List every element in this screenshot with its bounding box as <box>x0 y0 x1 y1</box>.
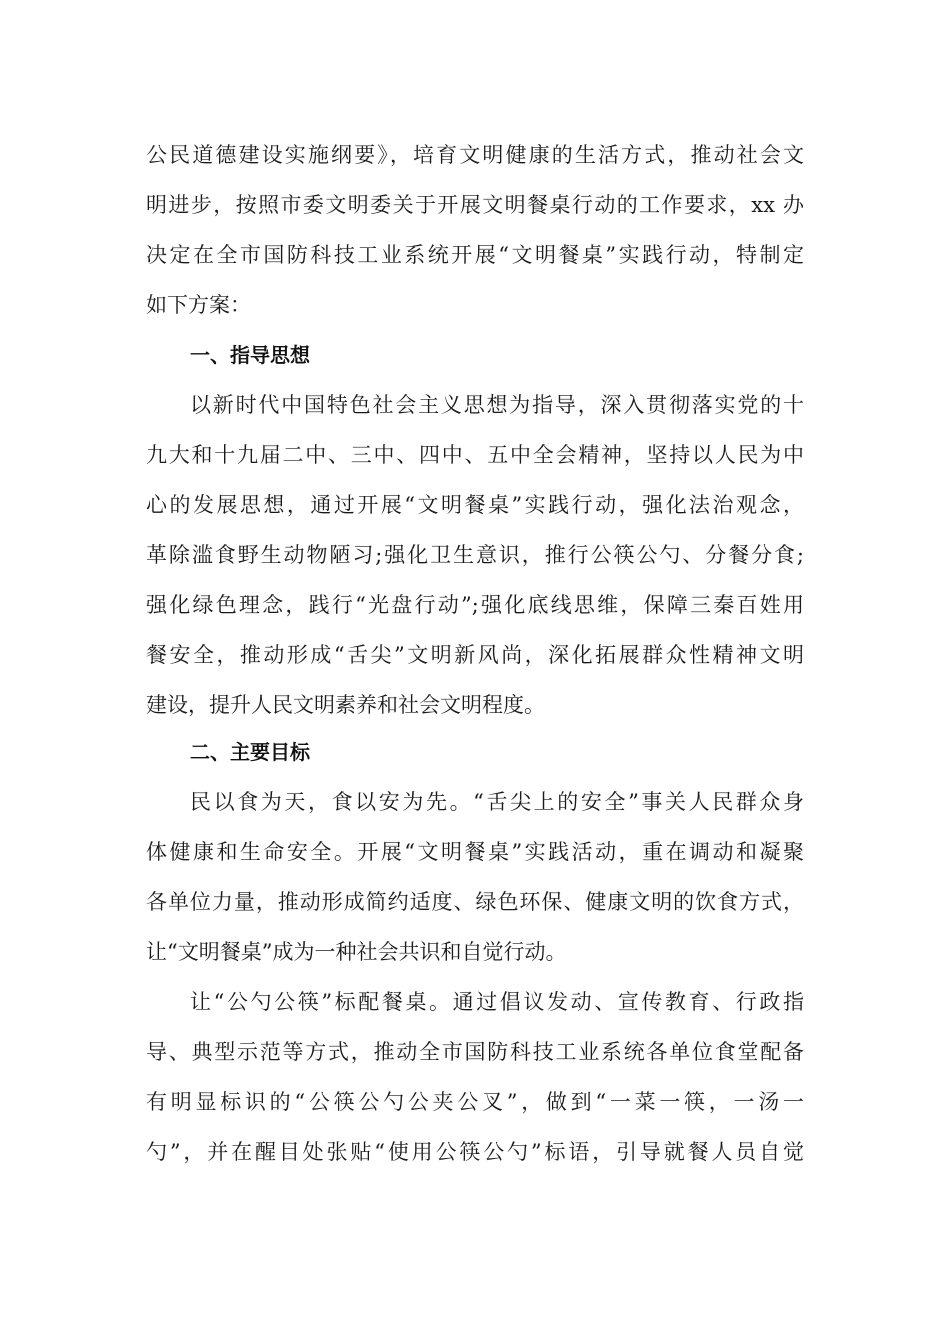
goals-line-4: 让“文明餐桌”成为一种社会共识和自觉行动。 <box>146 940 567 964</box>
guiding-line-5: 强化绿色理念，践行“光盘行动”;强化底线思维，保障三秦百姓用 <box>146 593 804 617</box>
intro-line-2: 明进步，按照市委文明委关于开展文明餐桌行动的工作要求，xx 办 <box>146 193 804 217</box>
intro-line-3: 决定在全市国防科技工业系统开展“文明餐桌”实践行动，特制定 <box>146 243 804 267</box>
guiding-line-1: 以新时代中国特色社会主义思想为指导，深入贯彻落实党的十 <box>190 393 804 417</box>
guiding-line-4: 革除滥食野生动物陋习;强化卫生意识，推行公筷公勺、分餐分食; <box>146 543 804 567</box>
goals-line-3: 各单位力量，推动形成简约适度、绿色环保、健康文明的饮食方式， <box>146 890 804 914</box>
section-heading-guiding: 一、指导思想 <box>190 343 310 367</box>
guiding-line-6: 餐安全，推动形成“舌尖”文明新风尚，深化拓展群众性精神文明 <box>146 643 804 667</box>
intro-line-4: 如下方案： <box>146 293 251 317</box>
chopsticks-line-4: 勺”，并在醒目处张贴“使用公筷公勺”标语，引导就餐人员自觉 <box>146 1140 804 1164</box>
goals-line-2: 体健康和生命安全。开展“文明餐桌”实践活动，重在调动和凝聚 <box>146 840 804 864</box>
section-heading-goals: 二、主要目标 <box>190 740 310 764</box>
goals-line-1: 民以食为天，食以安为先。“舌尖上的安全”事关人民群众身 <box>190 790 804 814</box>
intro-line-1: 公民道德建设实施纲要》，培育文明健康的生活方式，推动社会文 <box>146 143 804 167</box>
chopsticks-line-3: 有明显标识的“公筷公勺公夹公叉”，做到“一菜一筷，一汤一 <box>146 1090 804 1114</box>
guiding-line-7: 建设，提升人民文明素养和社会文明程度。 <box>146 693 545 717</box>
guiding-line-3: 心的发展思想，通过开展“文明餐桌”实践行动，强化法治观念， <box>146 493 804 517</box>
chopsticks-line-2: 导、典型示范等方式，推动全市国防科技工业系统各单位食堂配备 <box>146 1040 804 1064</box>
guiding-line-2: 九大和十九届二中、三中、四中、五中全会精神，坚持以人民为中 <box>146 443 804 467</box>
chopsticks-line-1: 让“公勺公筷”标配餐桌。通过倡议发动、宣传教育、行政指 <box>190 990 804 1014</box>
